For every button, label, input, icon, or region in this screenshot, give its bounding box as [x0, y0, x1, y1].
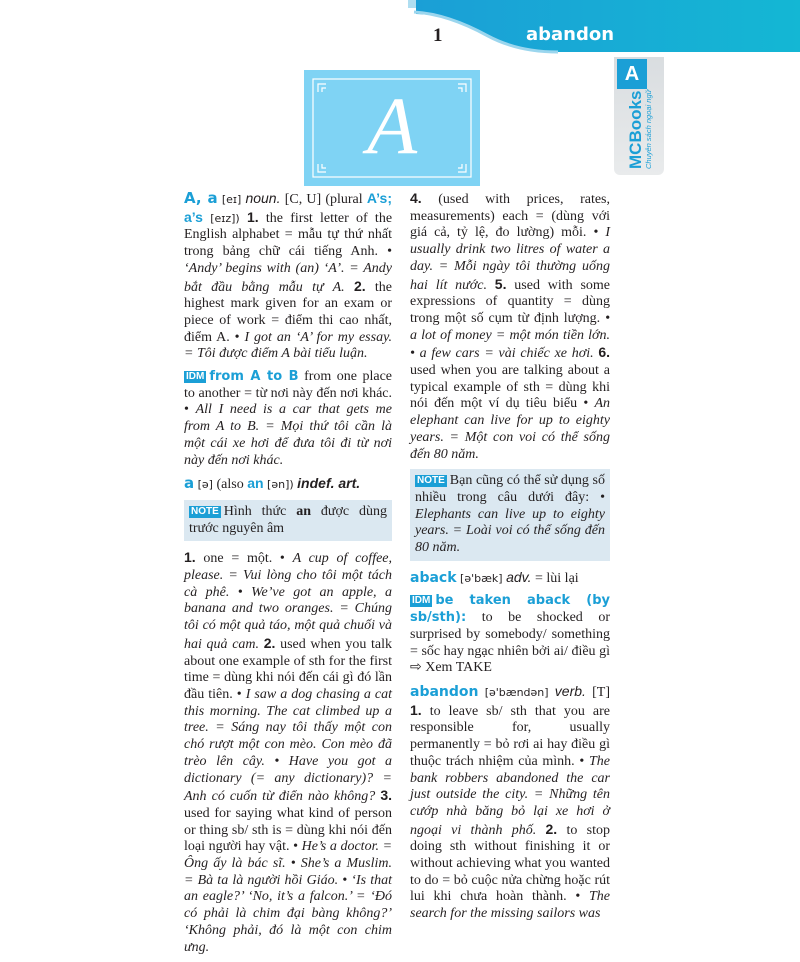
sense-example: I got an ‘A’ for my essay. = Tôi được điểm A bài tiểu luận. [184, 329, 393, 362]
sense-definition: used when you are talking about a typical example of sth = dùng khi nói đến một ví dụ tiêu biểu • [410, 363, 610, 412]
article-senses [184, 549, 392, 956]
sense-definition: used when you talk about one example of sth for the first time = dùng khi nói đến cái gì đó lần đầu tiên. • [184, 636, 393, 702]
idiom-definition: from one place to another = từ nơi này đến nơi khác. • [184, 369, 393, 418]
variant-form: an [247, 475, 264, 492]
part-of-speech: verb. [554, 682, 586, 699]
side-tab-letter: A [617, 59, 647, 89]
page-number: 1 [433, 25, 443, 46]
idiom-title: be taken aback (by sb/sth): [410, 593, 610, 626]
note-box [410, 469, 610, 561]
sense-example: The search for the missing sailors was [410, 889, 610, 922]
sense-definition: (used with prices, rates, measurements) each = (dùng với giá cả, tỷ lệ, đo lường) mỗi. [410, 192, 610, 241]
idiom-aback [410, 593, 610, 677]
sense-definition: one = một. • [203, 551, 285, 567]
idiom-a [184, 369, 392, 469]
headword: a [184, 474, 195, 493]
definition: = lùi lại [535, 570, 579, 586]
letter-ornament-box [304, 70, 480, 186]
part-of-speech: adv. [506, 568, 532, 585]
sense-definition: used with some expressions of quantity = dùng trong một số cụm từ định lượng. [410, 277, 611, 326]
sense-example: ‘Andy’ begins with (an) ‘A’. = Andy bắt đầu bằng mẫu tự A. [184, 260, 392, 295]
entry-abandon [410, 683, 610, 923]
note-keyword: an [296, 503, 312, 519]
pronunciation-plural: [eɪz]) [210, 211, 240, 225]
sense-number: 2. [353, 277, 366, 294]
pronunciation: [ə] [197, 478, 213, 492]
note-example: Elephants can live up to eighty years. = Loài voi có thể sống đến 80 năm. [415, 506, 605, 556]
sense-number: 2. [545, 820, 558, 837]
sense-definition: the first letter of the English alphabet = mẫu tự thứ nhất trong bảng chữ cái tiếng Anh. • [184, 210, 393, 260]
variant-pronunciation: [ən]) [267, 478, 294, 492]
sense-example: An elephant can live for up to eighty years. = Một con voi có thể sống đến 80 năm. [410, 396, 611, 462]
part-of-speech: indef. art. [297, 475, 361, 492]
note-badge: NOTE [191, 505, 219, 517]
entry-aback [410, 569, 610, 588]
sense-number: 5. [494, 275, 507, 292]
cross-reference: Xem TAKE [425, 660, 492, 676]
sense-number: 6. [598, 344, 611, 361]
idm-badge: IDM [412, 595, 431, 607]
big-letter: A [366, 80, 418, 171]
column-right [410, 190, 610, 929]
note-text-rest: được dùng trước nguyên âm [189, 503, 387, 536]
sense-number: 1. [246, 208, 259, 225]
column-left [184, 190, 392, 962]
plural-form: A’s; a’s [184, 190, 392, 225]
pronunciation: [ə'bændən] [484, 685, 549, 699]
brand-tagline: Chuyên sách ngoại ngữ [644, 89, 653, 169]
sense-definition: used for saying what kind of person or thing sb/ sth is = dùng khi nói đến loại người hay vật. • [184, 805, 392, 855]
headword: abandon [410, 683, 479, 700]
idiom-definition: to be shocked or surprised by somebody/ something = sốc hay ngạc nhiên bởi ai/ điều gì [410, 610, 610, 659]
sense-number: 1. [410, 701, 422, 718]
idiom-example: All I need is a car that gets me from A to B. = Mọi thứ tôi cần là một cái xe hơi để đưa tôi đi từ nơi này đến nơi khác. [184, 402, 393, 468]
entry-a [184, 190, 392, 363]
headword: A, a [184, 189, 218, 207]
arrow-right-icon: ⇨ [410, 660, 422, 676]
publisher-logo [627, 90, 654, 169]
idm-badge: IDM [186, 371, 205, 383]
pronunciation: [ə'bæk] [460, 571, 503, 585]
pronunciation: [eɪ] [221, 193, 242, 206]
sense-example: I saw a dog chasing a cat this morning. The cat climbed up a tree. = Sáng nay tôi thấy một con chó rượt một con mèo. Con mèo đã trèo lên cây. • Have you got a dictionary (= any dictionary)? = Anh có cuốn từ điển nào không? [184, 686, 392, 805]
sense-number: 2. [263, 634, 276, 651]
grammar-note: [T] [592, 684, 611, 700]
grammar-note: [C, U] (plural [284, 192, 363, 207]
article-senses-cont [410, 190, 610, 463]
sense-definition: the highest mark given for an exam or piece of work = điểm thi cao nhất, điểm A. • [184, 279, 393, 345]
page-header [408, 0, 800, 72]
note-text: Bạn cũng có thể sử dụng số nhiều trong câu dưới đây: • [415, 473, 605, 505]
sense-example: • I usually drink two litres of water a day. = Mỗi ngày tôi thường uống hai lít nước. [410, 225, 610, 293]
sense-example: He’s a doctor. = Ông ấy là bác sĩ. • She’s a Muslim. = Bà ta là người hồi Giáo. • ‘Is that an eagle?’ ‘No, it’s a falcon.’ = ‘Đó có phải là chim đại bàng không?’ ‘Không phải, đó là một con chim ưng. [184, 839, 393, 955]
headword: aback [410, 569, 457, 586]
idiom-title: from A to B [209, 369, 299, 385]
brand-name: MCBooks [626, 90, 645, 169]
sense-number: 1. [184, 549, 196, 566]
sense-example: The bank robbers abandoned the car just outside the city. = Những tên cướp nhà băng bỏ lại xe hơi ở ngoại vi thành phố. [410, 753, 610, 838]
sense-definition: to leave sb/ sth that you are responsible for, usually permanently = bỏ rơi ai hay điều gì thuộc trách nhiệm của mình. • [410, 703, 611, 769]
also-label: (also [216, 477, 244, 493]
part-of-speech: noun. [245, 190, 281, 206]
side-tab [614, 57, 664, 175]
sense-number: 3. [380, 787, 393, 804]
sense-example: A cup of coffee, please. = Vui lòng cho tôi một tách cà phê. • We’ve got an apple, a banana and two oranges. = Chúng tôi có một quả táo, một quả chuối và hai quả cam. [184, 551, 393, 652]
sense-example: • a lot of money = một món tiền lớn. • a few cars = vài chiếc xe hơi. [410, 310, 610, 362]
running-head: abandon [526, 24, 615, 45]
note-box [184, 500, 392, 541]
sense-definition: to stop doing sth without finishing it or without achieving what you wanted to do = bỏ cuộc nửa chừng hoặc rút lui khi chưa hoàn thành. • [410, 822, 610, 905]
note-badge: NOTE [417, 475, 445, 487]
sense-number: 4. [410, 190, 422, 206]
entry-article [184, 475, 392, 494]
note-text: Hình thức [223, 503, 287, 519]
